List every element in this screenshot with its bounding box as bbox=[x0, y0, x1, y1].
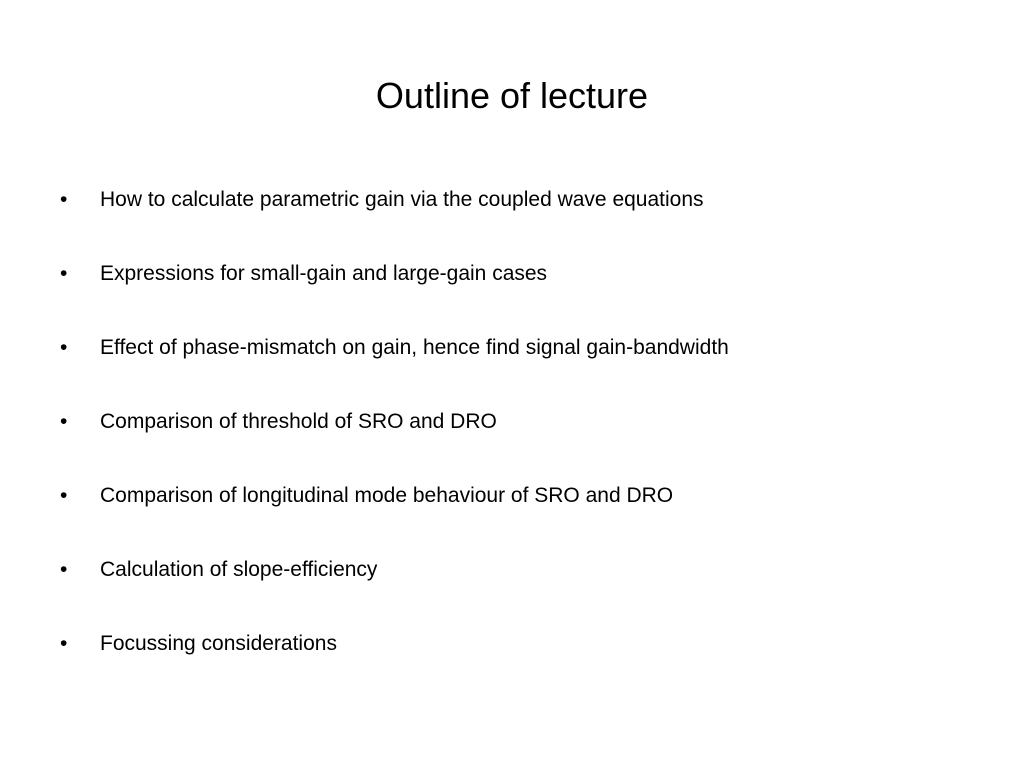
bullet-text: Comparison of threshold of SRO and DRO bbox=[100, 410, 497, 433]
bullet-icon: • bbox=[60, 558, 68, 581]
bullet-item bbox=[60, 332, 729, 406]
bullet-icon: • bbox=[60, 632, 68, 655]
bullet-text: Comparison of longitudinal mode behaviour of SRO and DRO bbox=[100, 484, 674, 507]
bullet-item bbox=[60, 480, 729, 554]
bullet-text: Calculation of slope-efficiency bbox=[100, 558, 378, 581]
bullet-item bbox=[60, 258, 729, 332]
bullet-text: Effect of phase-mismatch on gain, hence find signal gain-bandwidth bbox=[100, 336, 729, 359]
bullet-text: How to calculate parametric gain via the coupled wave equations bbox=[100, 188, 704, 211]
bullet-icon: • bbox=[60, 484, 68, 507]
bullet-icon: • bbox=[60, 188, 68, 211]
bullet-text: Focussing considerations bbox=[100, 632, 337, 655]
bullet-icon: • bbox=[60, 336, 68, 359]
bullet-icon: • bbox=[60, 262, 68, 285]
bullet-item bbox=[60, 406, 729, 480]
bullet-list bbox=[60, 184, 729, 702]
bullet-item bbox=[60, 184, 729, 258]
bullet-item bbox=[60, 628, 729, 702]
bullet-icon: • bbox=[60, 410, 68, 433]
bullet-item bbox=[60, 554, 729, 628]
slide-title: Outline of lecture bbox=[375, 75, 649, 116]
bullet-text: Expressions for small-gain and large-gain cases bbox=[100, 262, 548, 285]
